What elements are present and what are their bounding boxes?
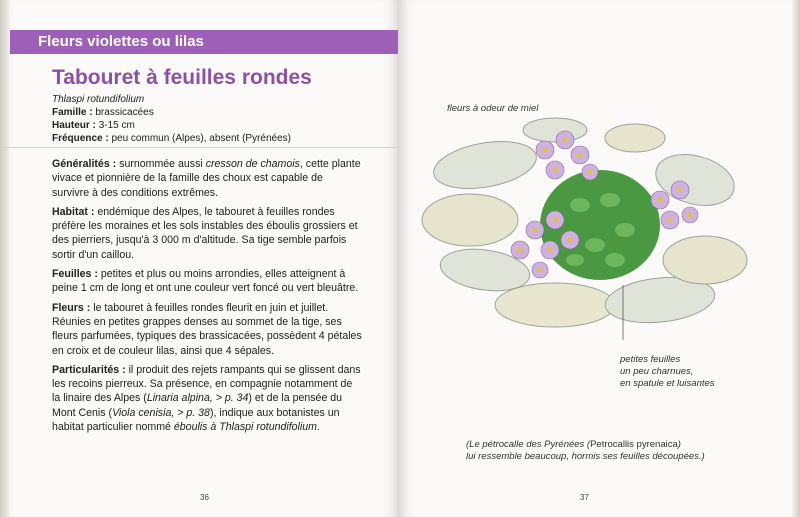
latin-name: Thlaspi rotundifolium xyxy=(52,94,145,105)
divider xyxy=(0,147,398,148)
plant-illustration xyxy=(415,110,755,340)
leaf xyxy=(566,254,584,266)
similar-species-note: (Le pétrocalle des Pyrénées (Petrocallis pyrenaica) lui ressemble beaucoup, hormis ses feuilles découpées.) xyxy=(466,439,705,462)
leaf xyxy=(615,223,635,237)
annotation-leaves: petites feuilles un peu charnues, en spatule et luisantes xyxy=(620,354,715,389)
particularites-paragraph: Particularités : il produit des rejets rampants qui se glissent dans les recoins pierreux. Sa présence, en compagnie notamment de la linaire des Alpes (Linaria alpina, > p. 34) et de la pensée du Mont Cenis (Viola cenisia, > p. 38), indique aux botanistes un habitat particulier nommé éboulis à Thlaspi rotundifolium. xyxy=(52,363,361,434)
left-page xyxy=(0,0,398,517)
page-number-right: 37 xyxy=(580,493,589,502)
frequence-line: Fréquence : peu commun (Alpes), absent (Pyrénées) xyxy=(52,133,291,144)
famille-line: Famille : brassicacées xyxy=(52,107,154,118)
page-edge xyxy=(792,0,800,517)
stone xyxy=(523,118,587,142)
leaf xyxy=(600,193,620,207)
leaf xyxy=(605,253,625,267)
fleurs-paragraph: Fleurs : le tabouret à feuilles rondes fleurit en juin et juillet. Réunies en petites grappes denses au sommet de la tige, ses fleurs parfumées, typiques des brassicacées, possèdent 4 pétales en croix et de couleur lilas, ainsi que 4 sépales. xyxy=(52,301,362,357)
hauteur-line: Hauteur : 3-15 cm xyxy=(52,120,135,131)
stone xyxy=(495,283,615,327)
stone xyxy=(422,194,518,246)
stone xyxy=(663,236,747,284)
annotation-flowers: fleurs à odeur de miel xyxy=(447,103,539,114)
stone xyxy=(605,124,665,152)
habitat-paragraph: Habitat : endémique des Alpes, le tabouret à feuilles rondes préfère les moraines et les sols instables des éboulis grossiers et des pierriers, jusqu'à 3 000 m d'altitude. Sa tige semble parfois sortir d'un caillou. xyxy=(52,205,358,261)
page-number-left: 36 xyxy=(200,493,209,502)
page-edge xyxy=(0,0,10,517)
generalites-paragraph: Généralités : surnommée aussi cresson de chamois, cette plante vivace et pionnière de la famille des choux est capable de survivre à des conditions extrêmes. xyxy=(52,158,361,199)
species-title: Tabouret à feuilles rondes xyxy=(52,66,312,89)
description-text xyxy=(52,157,362,439)
feuilles-paragraph: Feuilles : petites et plus ou moins arrondies, elles atteignent à peine 1 cm de long et ont une couleur vert foncé ou vert bleuâtre. xyxy=(52,268,359,295)
stone xyxy=(430,134,540,195)
section-banner-label: Fleurs violettes ou lilas xyxy=(38,33,204,50)
leaf xyxy=(585,238,605,252)
leaf xyxy=(570,198,590,212)
